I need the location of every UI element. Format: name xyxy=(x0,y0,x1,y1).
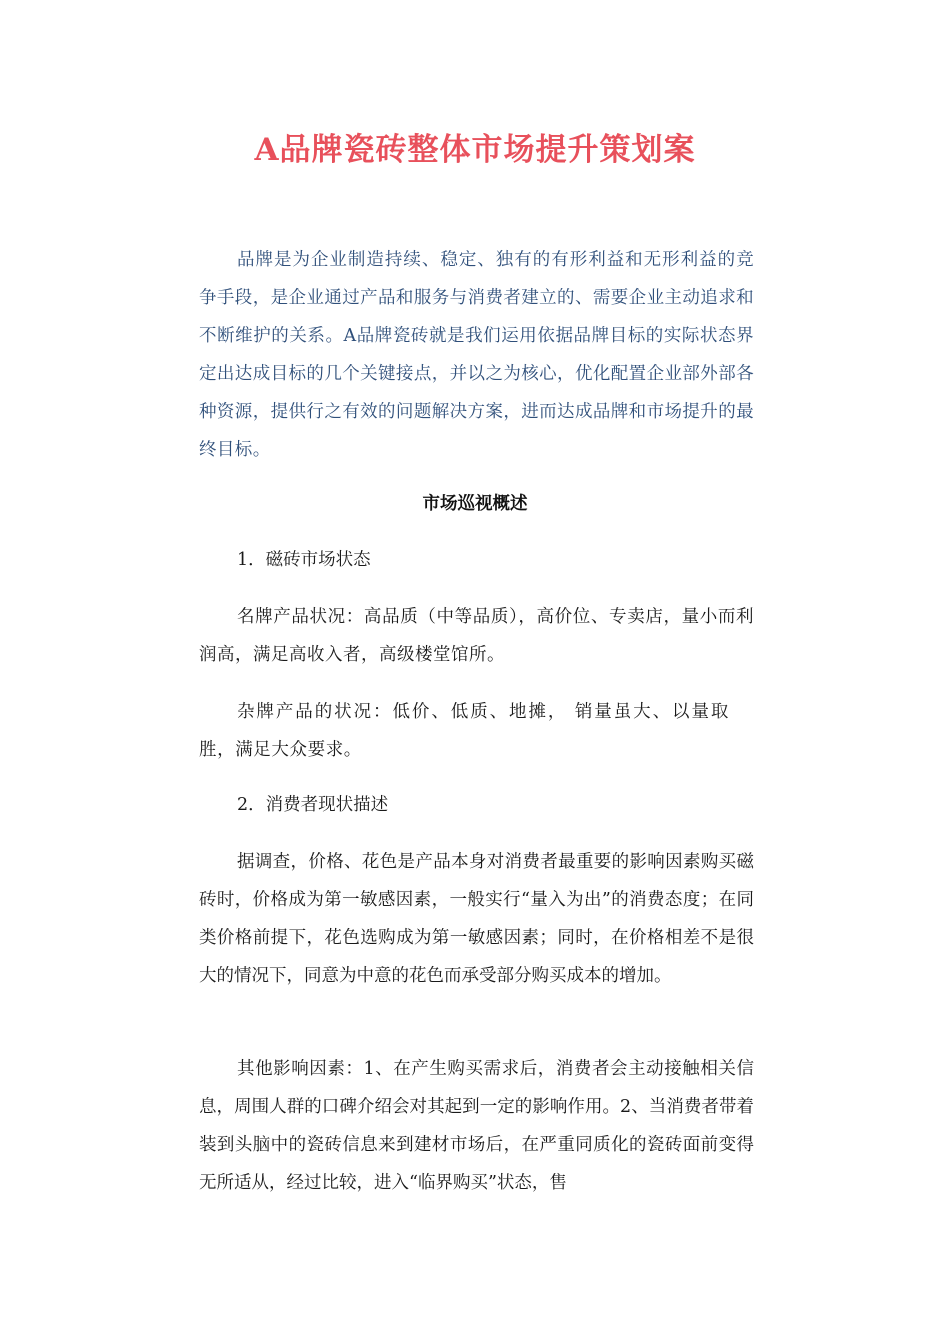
subhead-consumer-status: 2．消费者现状描述 xyxy=(237,795,389,815)
paragraph-other-factors: 其他影响因素：1、在产生购买需求后，消费者会主动接触相关信息，周围人群的口碑介绍会对其起到一定的影响作用。2、当消费者带着装到头脑中的瓷砖信息来到建材市场后，在严重同质化的瓷砖面前变得无所适从，经过比较，进入“临界购买”状态，售 xyxy=(199,1059,754,1193)
subhead-tile-market-status: 1．磁砖市场状态 xyxy=(237,550,371,570)
section-title: 市场巡视概述 xyxy=(422,494,528,514)
document-title: A品牌瓷砖整体市场提升策划案 xyxy=(254,132,696,168)
intro-paragraph: 品牌是为企业制造持续、稳定、独有的有形利益和无形利益的竞争手段，是企业通过产品和服务与消费者建立的、需要企业主动追求和不断维护的关系。A品牌瓷砖就是我们运用依据品牌目标的实际状态界定出达成目标的几个关键接点，并以之为核心，优化配置企业部外部各种资源，提供行之有效的问题解决方案，进而达成品牌和市场提升的最终目标。 xyxy=(199,250,754,460)
paragraph-survey: 据调查，价格、花色是产品本身对消费者最重要的影响因素购买磁砖时，价格成为第一敏感因素，一般实行“量入为出”的消费态度；在同类价格前提下，花色选购成为第一敏感因素；同时，在价格相差不是很大的情况下，同意为中意的花色而承受部分购买成本的增加。 xyxy=(199,852,754,986)
paragraph-generic-products: 杂牌产品的状况：低价、低质、地摊， 销量虽大、以量取胜，满足大众要求。 xyxy=(199,702,729,760)
paragraph-brand-products: 名牌产品状况：高品质（中等品质），高价位、专卖店，量小而利润高，满足高收入者，高级楼堂馆所。 xyxy=(199,607,754,665)
